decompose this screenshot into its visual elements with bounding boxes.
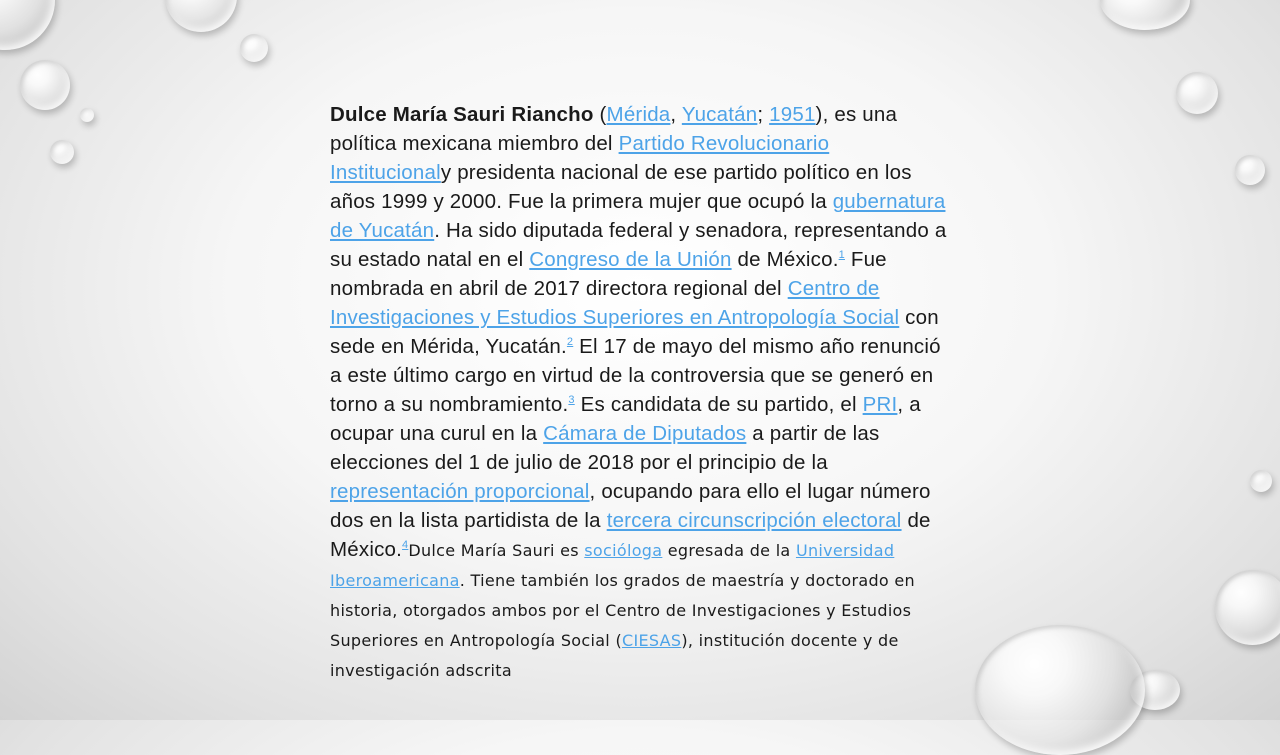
text-fragment: egresada de la xyxy=(662,541,796,560)
reference-link-4[interactable]: 4 xyxy=(402,539,409,552)
text-fragment: ( xyxy=(593,103,607,126)
link-1951[interactable]: 1951 xyxy=(769,103,816,126)
link-ciesas-full[interactable]: Centro de Investigaciones y Estudios Superiores en Antropología Social xyxy=(330,277,900,329)
text-fragment: y presidenta nacional de ese partido político en los años 1999 y 2000. Fue la primera mujer que ocupó la xyxy=(330,161,912,213)
article-text-block xyxy=(330,100,952,720)
text-fragment: El 17 de mayo del mismo año renunció a este último cargo en virtud de la controversia que se generó en torno a su nombramiento. xyxy=(330,335,941,416)
water-droplet-decoration xyxy=(1176,72,1218,114)
text-fragment: de México. xyxy=(330,509,931,561)
text-fragment: ; xyxy=(757,103,770,126)
link-congreso-de-la-union[interactable]: Congreso de la Unión xyxy=(529,248,732,271)
water-droplet-decoration xyxy=(1100,0,1190,30)
text-fragment: con sede en Mérida, Yucatán. xyxy=(330,306,939,358)
water-droplet-decoration xyxy=(1250,470,1272,492)
link-ciesas[interactable]: CIESAS xyxy=(621,631,682,650)
link-sociologa[interactable]: socióloga xyxy=(584,541,663,560)
water-droplet-decoration xyxy=(165,0,237,32)
text-fragment: , a ocupar una curul en la xyxy=(330,393,921,445)
water-droplet-decoration xyxy=(80,108,94,122)
link-representacion-proporcional[interactable]: representación proporcional xyxy=(330,480,590,503)
text-fragment: ), institución docente y de investigación adscrita xyxy=(330,631,899,680)
text-fragment: , xyxy=(670,103,682,126)
water-droplet-decoration xyxy=(240,34,268,62)
link-tercera-circunscripcion-electoral[interactable]: tercera circunscripción electoral xyxy=(606,509,902,532)
text-fragment: Dulce María Sauri es xyxy=(408,541,585,560)
text-fragment: de México. xyxy=(731,248,839,271)
reference-link-2[interactable]: 2 xyxy=(566,336,574,349)
text-fragment: a partir de las elecciones del 1 de julio de 2018 por el principio de la xyxy=(330,422,880,474)
text-fragment: Fue nombrada en abril de 2017 directora regional del xyxy=(330,248,887,300)
text-fragment: ), es una política mexicana miembro del xyxy=(330,103,898,155)
link-pri[interactable]: PRI xyxy=(862,393,898,416)
reference-link-1[interactable]: 1 xyxy=(838,249,845,262)
text-fragment: . Ha sido diputada federal y senadora, representando a su estado natal en el xyxy=(330,219,947,271)
water-droplet-decoration xyxy=(1215,570,1280,645)
water-droplet-decoration xyxy=(975,625,1145,755)
intro-paragraph xyxy=(330,100,952,685)
water-droplet-decoration xyxy=(1235,155,1265,185)
water-droplet-decoration xyxy=(50,140,74,164)
text-fragment: , ocupando para ello el lugar número dos en la lista partidista de la xyxy=(330,480,931,532)
link-yucatan[interactable]: Yucatán xyxy=(681,103,758,126)
link-universidad-iberoamericana[interactable]: Universidad Iberoamericana xyxy=(330,541,895,590)
link-merida[interactable]: Mérida xyxy=(606,103,671,126)
link-partido-revolucionario-institucional[interactable]: Partido Revolucionario Institucional xyxy=(330,132,830,184)
water-droplet-decoration xyxy=(0,0,55,50)
text-fragment: . Tiene también los grados de maestría y doctorado en historia, otorgados ambos por el Centro de Investigaciones y Estudios Superiores en Antropología Social ( xyxy=(330,571,915,650)
person-name: Dulce María Sauri Riancho xyxy=(330,103,594,126)
link-camara-de-diputados[interactable]: Cámara de Diputados xyxy=(543,422,747,445)
link-gubernatura-de-yucatan[interactable]: gubernatura de Yucatán xyxy=(330,190,946,242)
text-fragment: Es candidata de su partido, el xyxy=(574,393,863,416)
reference-link-3[interactable]: 3 xyxy=(568,394,575,407)
water-droplet-decoration xyxy=(20,60,70,110)
second-paragraph xyxy=(330,541,915,680)
